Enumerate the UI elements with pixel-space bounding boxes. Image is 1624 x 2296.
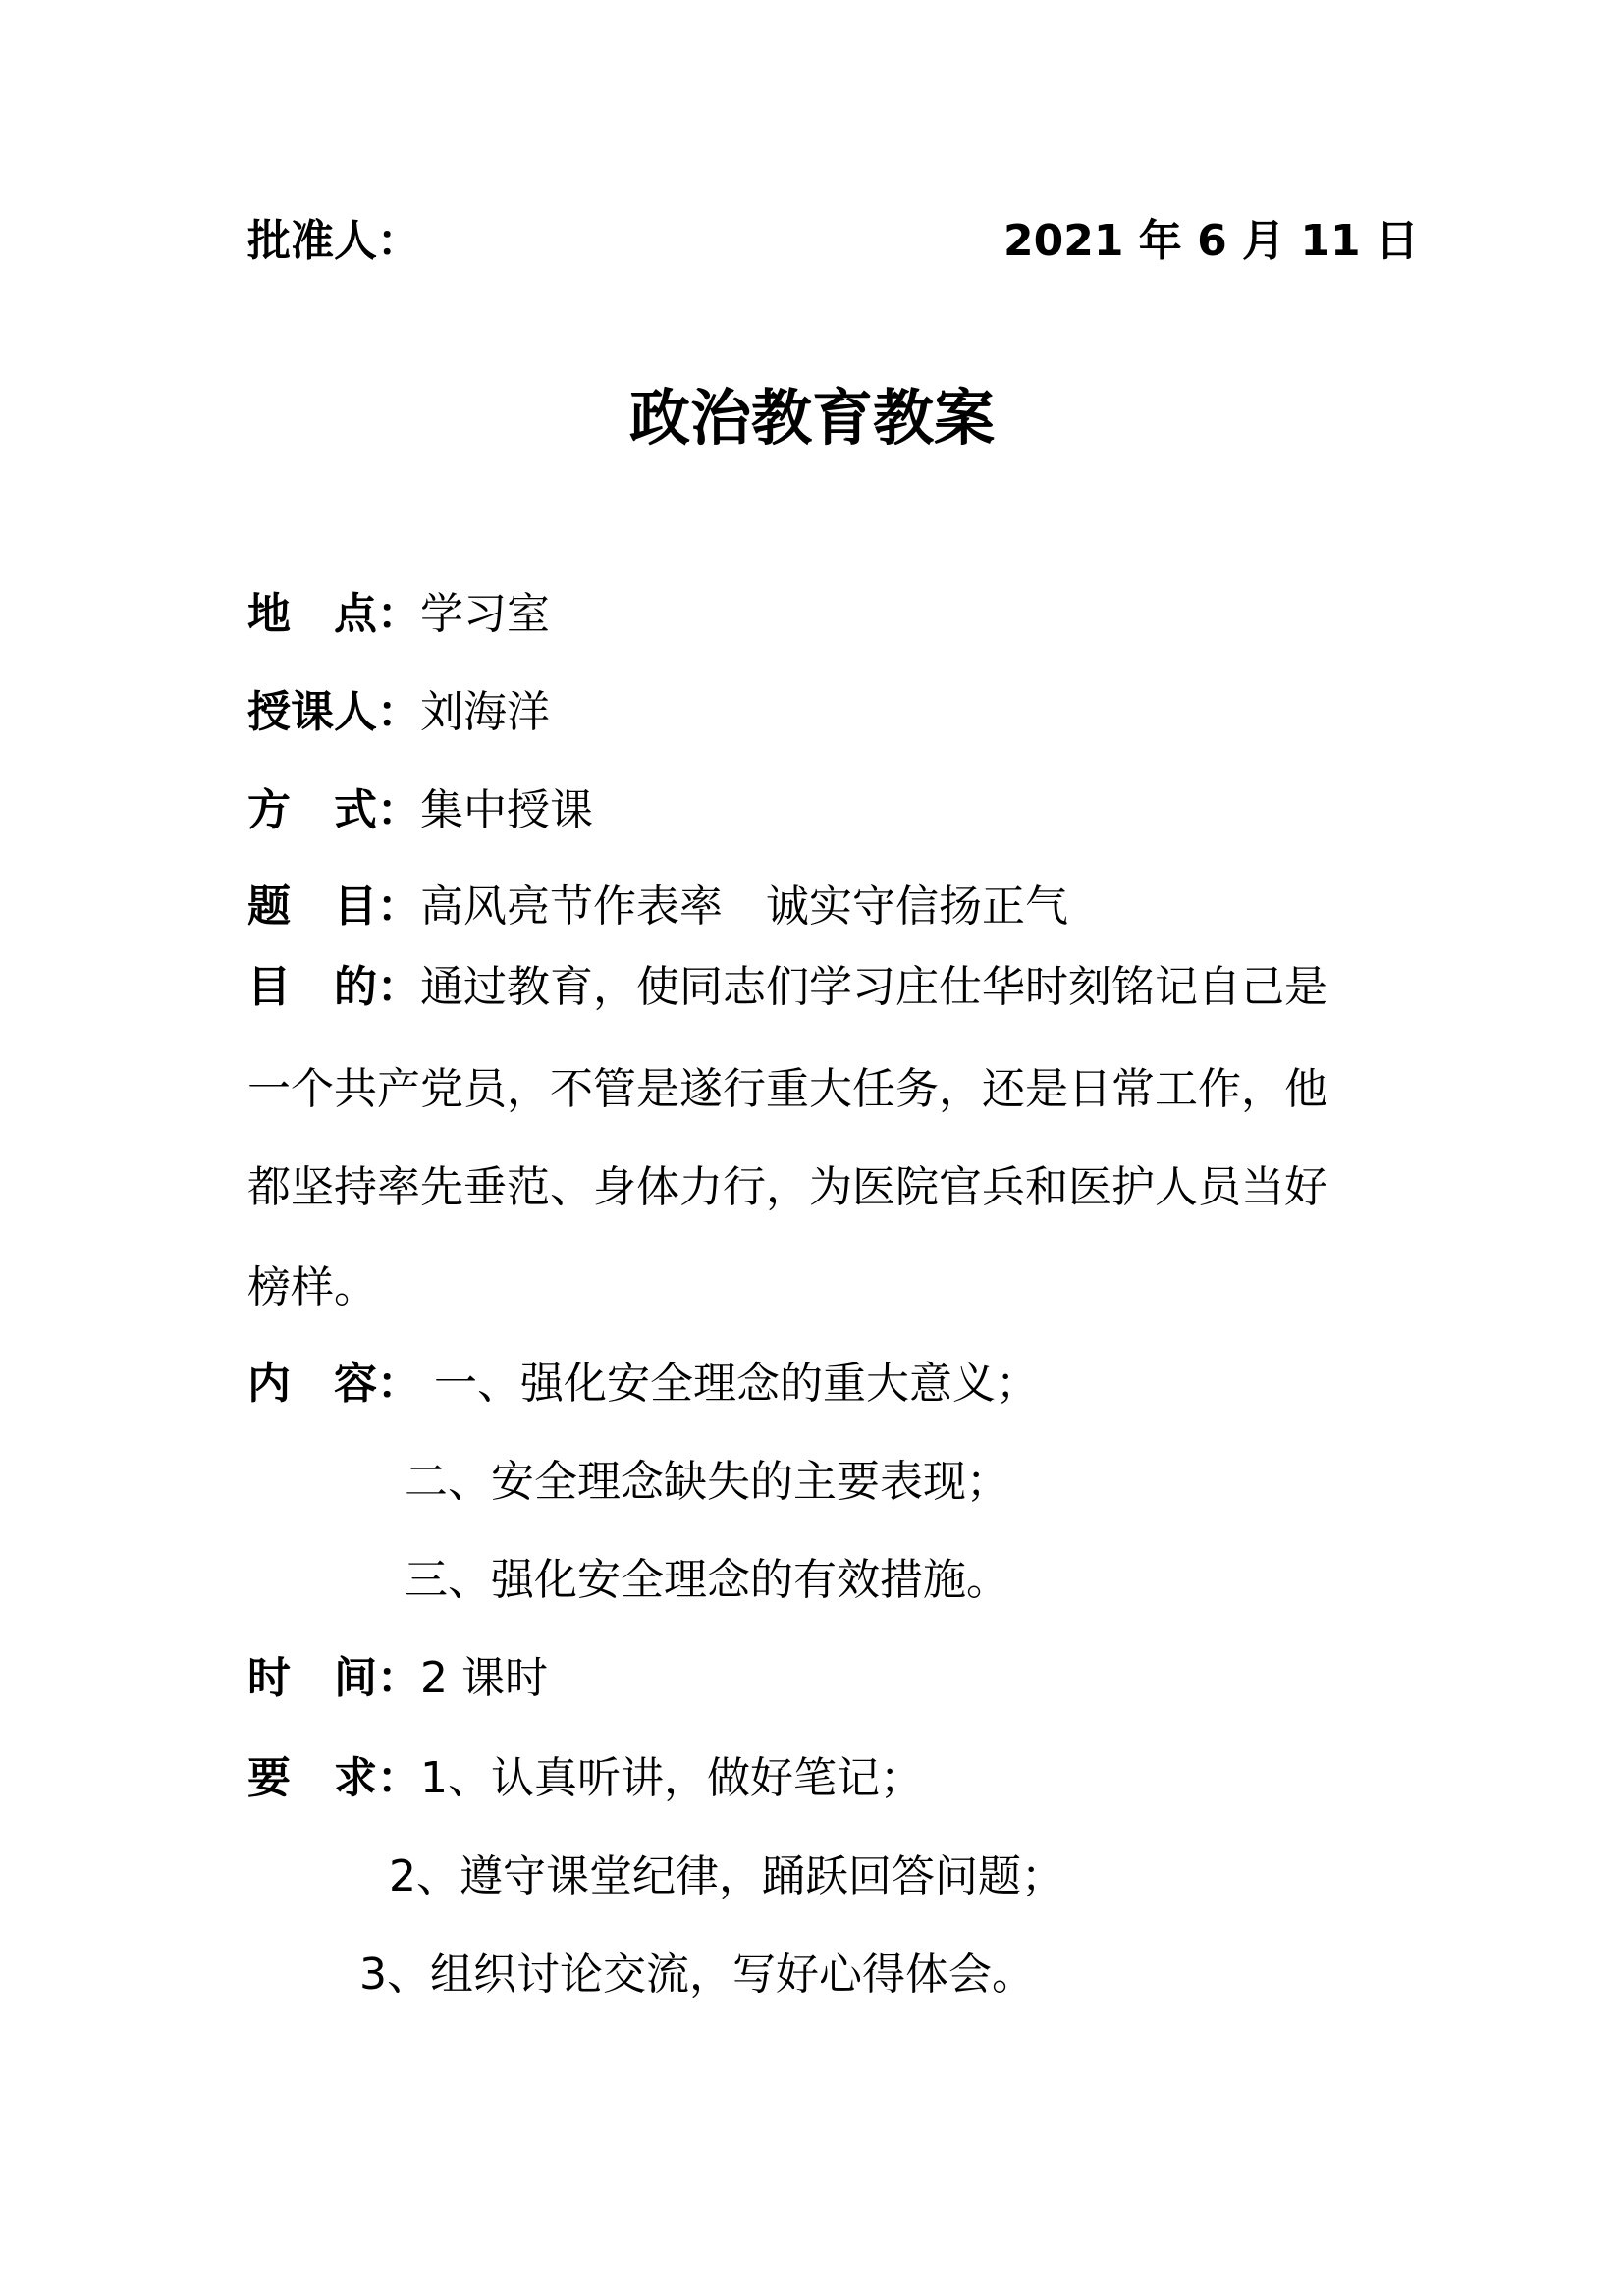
field-purpose-line: 通过教育，使同志们学习庄仕华时刻铭记自己是 — [420, 962, 1327, 1012]
field-content-label: 内 容： — [247, 1359, 420, 1409]
requirement-item: 2、遵守课堂纪律，踊跃回答问题； — [389, 1851, 1064, 1901]
field-topic-label: 题 目： — [247, 881, 420, 932]
content-item: 二、安全理念缺失的主要表现； — [405, 1457, 1009, 1507]
field-lecturer-label: 授课人： — [247, 687, 420, 737]
field-requirements-label: 要 求： — [247, 1753, 420, 1803]
field-location-value: 学习室 — [420, 589, 550, 639]
field-requirements — [247, 1749, 923, 1808]
field-lecturer — [247, 683, 550, 742]
field-purpose-label: 目 的： — [247, 962, 420, 1012]
requirement-item: 1、认真听讲，做好笔记； — [420, 1753, 923, 1803]
document-date: 2021 年 6 月 11 日 — [1003, 216, 1419, 266]
field-purpose — [247, 958, 1327, 1017]
field-method-label: 方 式： — [247, 785, 420, 835]
field-topic — [247, 878, 1068, 936]
field-time — [247, 1649, 548, 1708]
field-content — [247, 1355, 1039, 1414]
field-location-label: 地 点： — [247, 589, 420, 639]
requirement-item: 3、组织讨论交流，写好心得体会。 — [359, 1949, 1035, 2000]
field-time-value: 2 课时 — [420, 1653, 548, 1703]
field-location — [247, 585, 550, 644]
field-purpose-line: 榜样。 — [247, 1262, 377, 1312]
field-method — [247, 781, 593, 840]
field-purpose-line: 一个共产党员，不管是遂行重大任务，还是日常工作，他 — [247, 1064, 1327, 1114]
content-item: 一、强化安全理念的重大意义； — [434, 1359, 1039, 1409]
field-purpose-line: 都坚持率先垂范、身体力行，为医院官兵和医护人员当好 — [247, 1162, 1327, 1212]
field-topic-value: 高风亮节作表率 诚实守信扬正气 — [420, 881, 1068, 932]
field-method-value: 集中授课 — [420, 785, 593, 835]
field-lecturer-value: 刘海洋 — [420, 687, 550, 737]
approver-label: 批准人： — [247, 216, 420, 266]
content-item: 三、强化安全理念的有效措施。 — [405, 1555, 1009, 1605]
document-title: 政治教育教案 — [628, 382, 995, 454]
field-time-label: 时 间： — [247, 1653, 420, 1703]
